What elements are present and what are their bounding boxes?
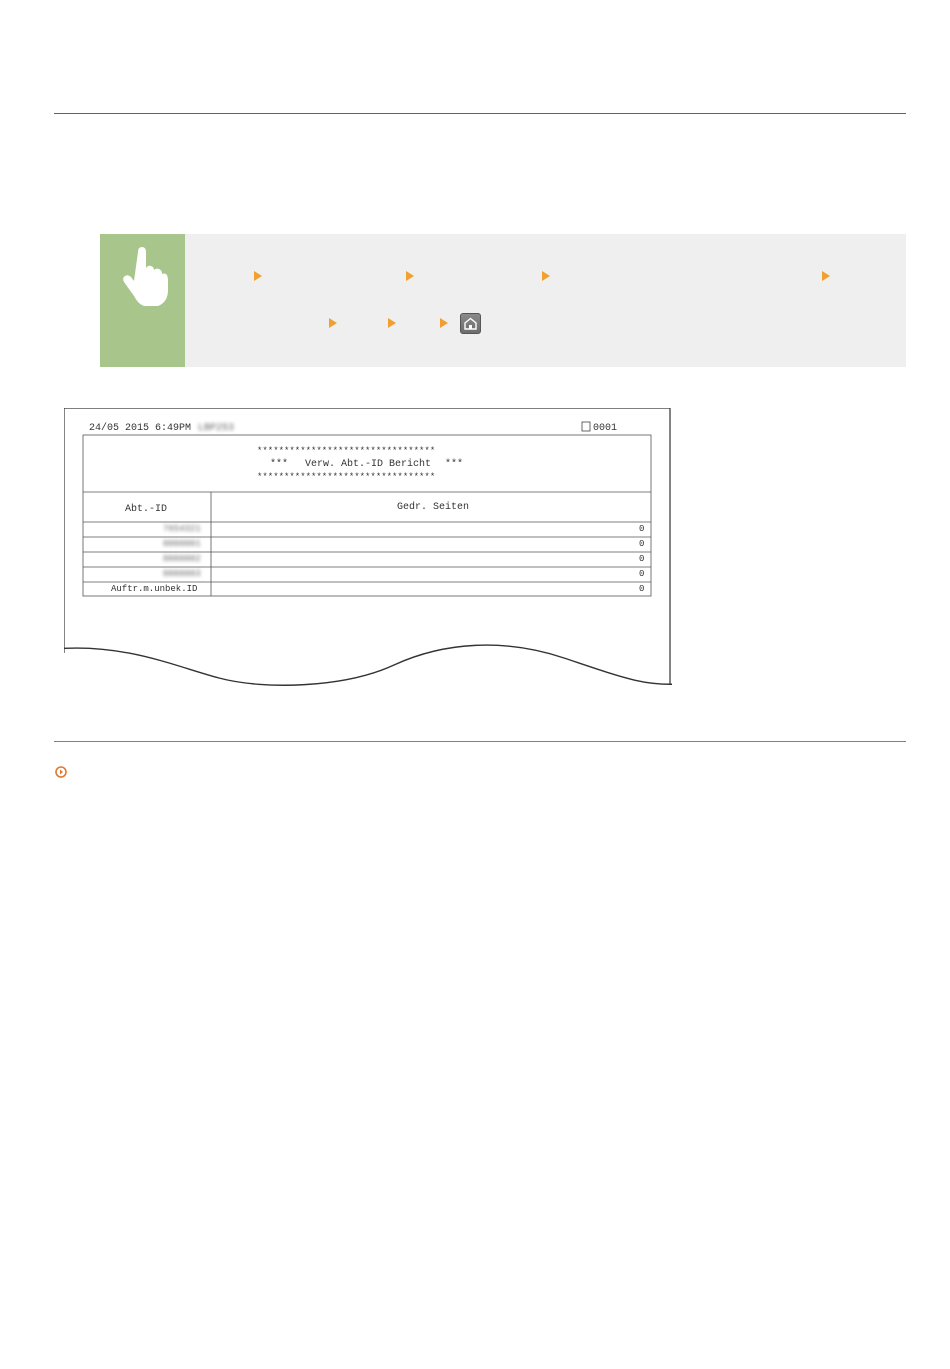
col-header-pages: Gedr. Seiten xyxy=(397,502,470,513)
step-arrow-5 xyxy=(329,318,337,328)
step-arrow-1 xyxy=(254,271,262,281)
report-title-prefix: *** xyxy=(270,459,289,470)
table-row-id: Auftr.m.unbek.ID xyxy=(111,584,198,594)
table-row-pages: 0 xyxy=(639,569,645,579)
step-arrow-2 xyxy=(406,271,414,281)
report-datetime: 24/05 2015 6:49PM xyxy=(89,423,192,434)
report-stars-top: ********************************* xyxy=(257,446,436,456)
table-row-id: 0000003 xyxy=(163,569,201,579)
table-row-pages: 0 xyxy=(639,584,645,594)
table-row-pages: 0 xyxy=(639,539,645,549)
col-header-id: Abt.-ID xyxy=(125,504,168,515)
report-title: Verw. Abt.-ID Bericht xyxy=(305,459,432,470)
table-row-pages: 0 xyxy=(639,524,645,534)
related-topics-divider xyxy=(54,741,906,742)
report-stars-bottom: ********************************* xyxy=(257,472,436,482)
table-row-id: 0000001 xyxy=(163,539,201,549)
step-arrow-7 xyxy=(440,318,448,328)
pointing-hand-icon xyxy=(118,246,168,306)
section-divider xyxy=(54,113,906,114)
table-row-id: 0000002 xyxy=(163,554,201,564)
step-arrow-6 xyxy=(388,318,396,328)
procedure-box xyxy=(100,234,906,367)
report-device-id: LBP253 xyxy=(198,423,235,434)
table-row-pages: 0 xyxy=(639,554,645,564)
report-page-number: 0001 xyxy=(593,423,618,434)
home-key-icon[interactable] xyxy=(460,313,481,334)
step-arrow-3 xyxy=(542,271,550,281)
circle-arrow-icon[interactable] xyxy=(55,766,67,778)
table-row-id: 7654321 xyxy=(163,524,201,534)
report-title-suffix: *** xyxy=(445,459,464,470)
step-arrow-4 xyxy=(822,271,830,281)
